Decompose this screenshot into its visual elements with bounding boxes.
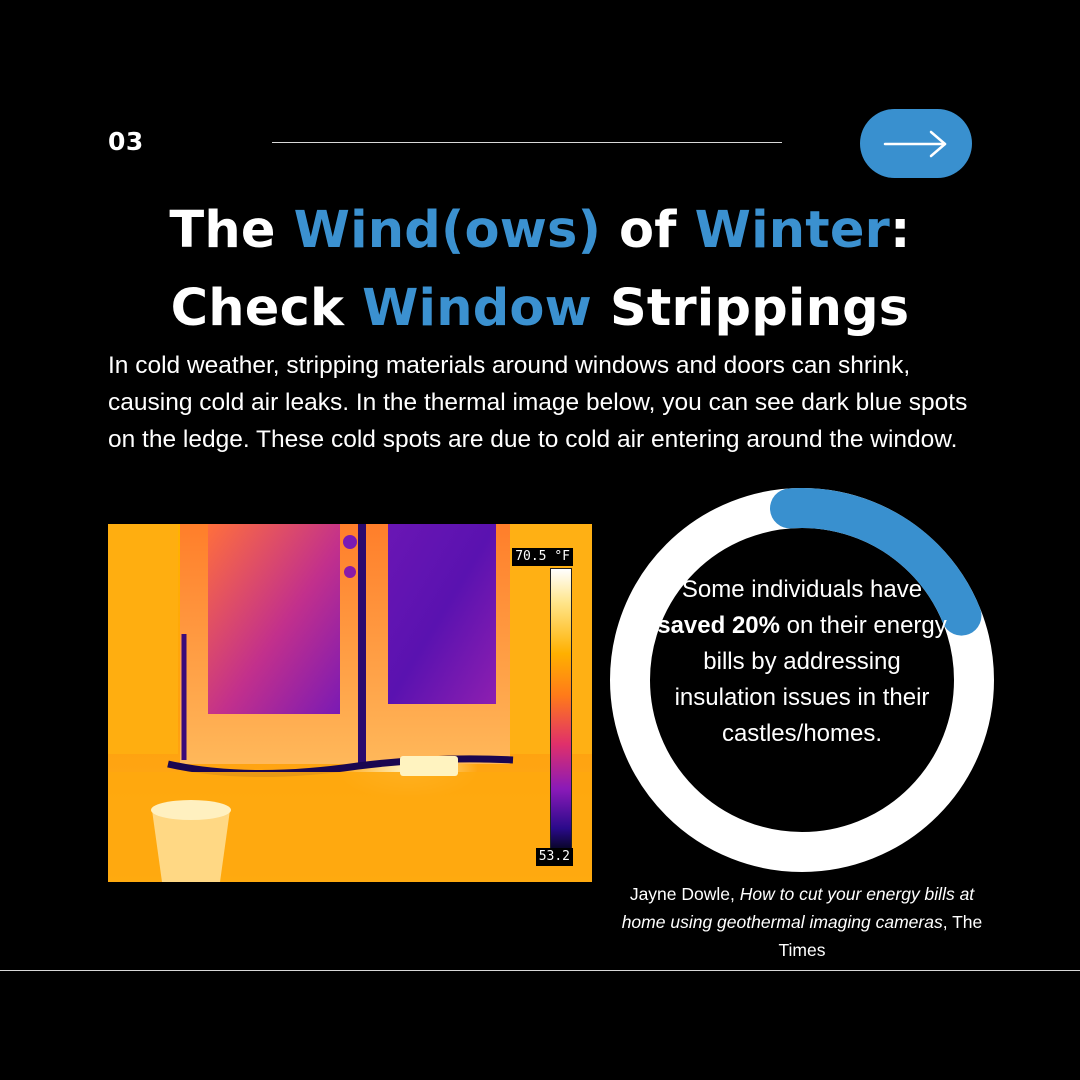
next-button[interactable] xyxy=(860,109,972,178)
stat-text-end: on their energy bills by addressing insulation issues in their castles/homes. xyxy=(674,612,947,747)
thermal-window-illustration xyxy=(108,524,592,882)
citation-title: How to cut your energy bills at home using geothermal imaging cameras xyxy=(621,884,975,932)
scale-min-label: 53.2 xyxy=(536,848,573,866)
title-accent: Winter xyxy=(694,201,891,260)
title-text: Strippings xyxy=(591,279,910,338)
page-title xyxy=(40,192,1040,348)
citation-author: Jayne Dowle, xyxy=(629,884,740,904)
citation xyxy=(606,880,998,964)
arrow-right-icon xyxy=(883,129,949,159)
citation-publisher: , The Times xyxy=(778,912,983,960)
stat-text-start: Some individuals have xyxy=(681,576,923,603)
scale-max-label: 70.5 °F xyxy=(512,548,573,566)
page-number: 03 xyxy=(108,127,144,156)
title-accent: Window xyxy=(362,279,592,338)
top-divider xyxy=(272,142,782,143)
title-text: of xyxy=(601,201,695,260)
temperature-scale-bar xyxy=(550,568,572,852)
bottom-divider xyxy=(0,970,1080,971)
thermal-image xyxy=(108,524,592,882)
stat-highlight: saved 20% xyxy=(657,612,780,639)
title-accent: Wind(ows) xyxy=(293,201,602,260)
title-text: Check xyxy=(170,279,363,338)
intro-paragraph: In cold weather, stripping materials around windows and doors can shrink, causing cold air leaks. In the thermal image below, you can see dark blue spots on the ledge. These cold spots are due to cold air entering around the window. xyxy=(108,352,968,453)
title-text: The xyxy=(169,201,294,260)
title-text: : xyxy=(890,201,911,260)
stat-text xyxy=(652,572,952,752)
